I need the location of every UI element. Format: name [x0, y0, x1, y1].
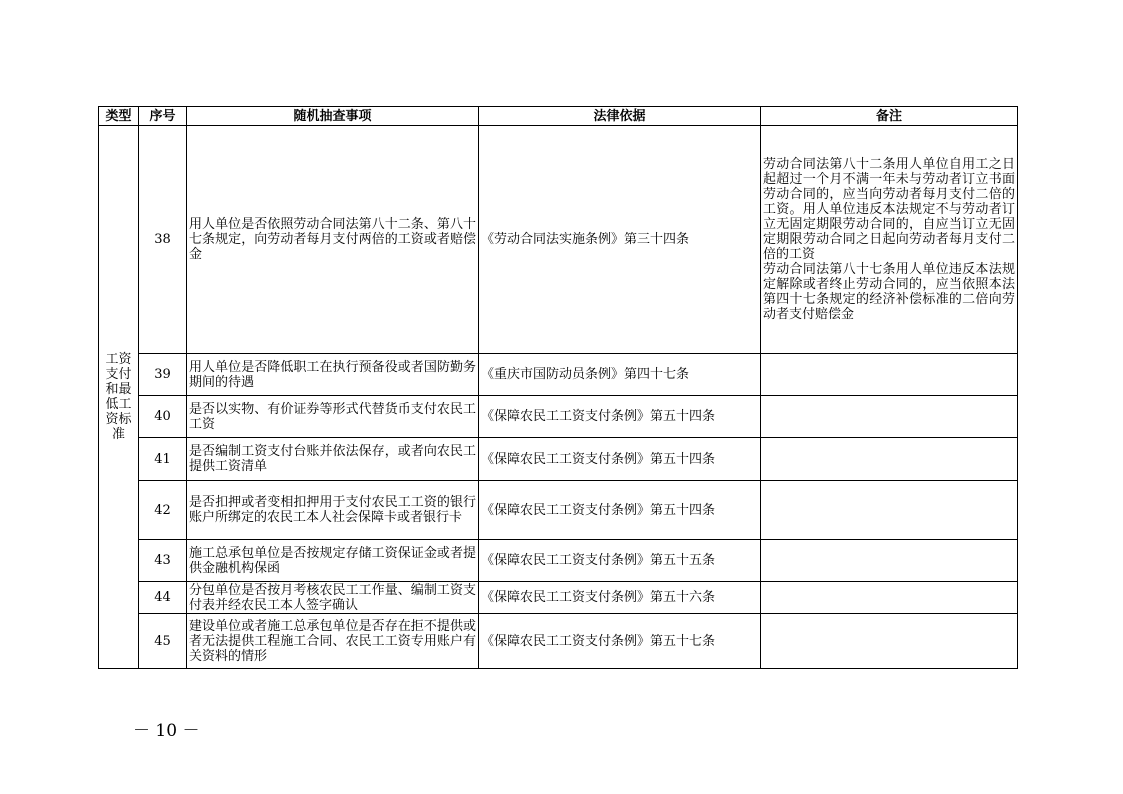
- note-paragraph: 劳动合同法第八十七条用人单位违反本法规定解除或者终止劳动合同的，应当依照本法第四十七条规定的经济补偿标准的二倍向劳动者支付赔偿金: [763, 262, 1015, 322]
- header-item: 随机抽查事项: [187, 107, 479, 126]
- row-law: 《保障农民工工资支付条例》第五十四条: [479, 396, 761, 438]
- row-number: 43: [139, 540, 187, 582]
- row-number: 44: [139, 582, 187, 614]
- row-item: 用人单位是否依照劳动合同法第八十二条、第八十七条规定，向劳动者每月支付两倍的工资或者赔偿金: [187, 126, 479, 354]
- row-number: 39: [139, 354, 187, 396]
- note-paragraph: 劳动合同法第八十二条用人单位自用工之日起超过一个月不满一年未与劳动者订立书面劳动合同的，应当向劳动者每月支付二倍的工资。用人单位违反本法规定不与劳动者订立无固定期限劳动合同的，自应当订立无固定期限劳动合同之日起向劳动者每月支付二倍的工资: [763, 157, 1015, 262]
- table-row: [99, 438, 1018, 481]
- table-row: [99, 582, 1018, 614]
- row-item: 是否扣押或者变相扣押用于支付农民工工资的银行账户所绑定的农民工本人社会保障卡或者银行卡: [187, 481, 479, 540]
- table-row: [99, 481, 1018, 540]
- row-number: 41: [139, 438, 187, 481]
- row-item: 是否以实物、有价证券等形式代替货币支付农民工工资: [187, 396, 479, 438]
- row-item: 是否编制工资支付台账并依法保存，或者向农民工提供工资清单: [187, 438, 479, 481]
- row-law: 《保障农民工工资支付条例》第五十四条: [479, 438, 761, 481]
- row-number: 40: [139, 396, 187, 438]
- header-row: [99, 107, 1018, 126]
- table-row: [99, 540, 1018, 582]
- row-item: 施工总承包单位是否按规定存储工资保证金或者提供金融机构保函: [187, 540, 479, 582]
- category-cell: 工资支付和最低工资标准: [99, 126, 139, 669]
- row-note: [761, 481, 1018, 540]
- table-row: [99, 396, 1018, 438]
- row-number: 42: [139, 481, 187, 540]
- header-note: 备注: [761, 107, 1018, 126]
- row-note: [761, 540, 1018, 582]
- table-row: [99, 614, 1018, 669]
- row-number: 38: [139, 126, 187, 354]
- row-law: 《保障农民工工资支付条例》第五十七条: [479, 614, 761, 669]
- header-type: 类型: [99, 107, 139, 126]
- header-number: 序号: [139, 107, 187, 126]
- row-item: 建设单位或者施工总承包单位是否存在拒不提供或者无法提供工程施工合同、农民工工资专用账户有关资料的情形: [187, 614, 479, 669]
- row-note: [761, 582, 1018, 614]
- row-note: [761, 438, 1018, 481]
- row-note: [761, 354, 1018, 396]
- row-note: [761, 614, 1018, 669]
- row-item: 用人单位是否降低职工在执行预备役或者国防勤务期间的待遇: [187, 354, 479, 396]
- row-item: 分包单位是否按月考核农民工工作量、编制工资支付表并经农民工本人签字确认: [187, 582, 479, 614]
- header-law: 法律依据: [479, 107, 761, 126]
- row-law: 《保障农民工工资支付条例》第五十四条: [479, 481, 761, 540]
- row-number: 45: [139, 614, 187, 669]
- row-law: 《劳动合同法实施条例》第三十四条: [479, 126, 761, 354]
- inspection-table: [98, 106, 1018, 669]
- row-law: 《保障农民工工资支付条例》第五十六条: [479, 582, 761, 614]
- page-number: － 10 －: [133, 721, 200, 741]
- row-note: [761, 396, 1018, 438]
- row-law: 《重庆市国防动员条例》第四十七条: [479, 354, 761, 396]
- table-row: [99, 354, 1018, 396]
- row-law: 《保障农民工工资支付条例》第五十五条: [479, 540, 761, 582]
- table-row: [99, 126, 1018, 354]
- row-note: [761, 126, 1018, 354]
